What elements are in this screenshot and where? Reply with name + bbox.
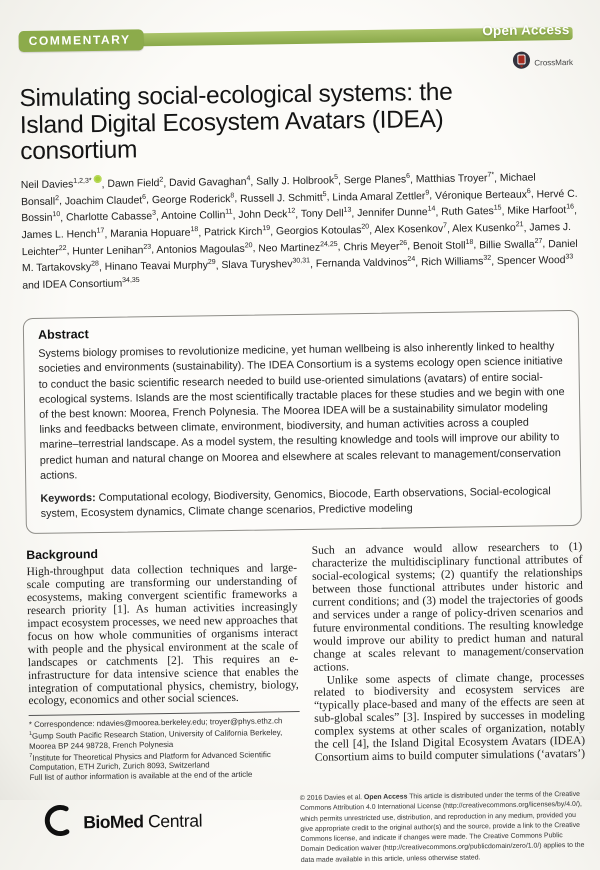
left-column xyxy=(26,546,300,784)
crossmark-logo xyxy=(512,50,573,75)
article-title xyxy=(19,78,576,166)
author: Sally J. Holbrook$^5$ xyxy=(256,173,339,188)
author: Antonios Magoulas$^{20}$ xyxy=(156,241,253,256)
crossmark-label: CrossMark xyxy=(534,57,574,67)
abstract-text: Systems biology promises to revolutionize medicine, yet human wellbeing is also inherently linked to healthy societies and environments (sustainability). The IDEA Consortium is a systems ecology open science initiative to conduct the basic scientific research needed to build use-oriented simulations (avatars) of entire social-ecological systems. Islands are the most scientifically tractable places for these studies and we begin with one of the best known: Moorea, French Polynesia. The Moorea IDEA will be a sustainability simulator modeling links and feedbacks between climate, environment, biodiversity, and human activities across a coupled marine–terrestrial landscape. As a model system, the resulting knowledge and tools will improve our ability to predict human and natural change on Moorea and elsewhere at scales relevant to management/conservation actions. xyxy=(38,340,565,482)
commentary-badge: COMMENTARY xyxy=(18,29,143,52)
author: Jennifer Dunne$^{14}$ xyxy=(357,205,436,220)
author: Hunter Lenihan$^{23}$ xyxy=(72,243,152,258)
author: Spencer Wood$^{33}$ xyxy=(496,253,574,268)
abstract-box xyxy=(23,310,582,534)
footnote-line: $^7$Institute for Theoretical Physics and Platform for Advanced Scientific Computation, ETH Zurich, Zurich 8093, Switzerland xyxy=(29,749,271,773)
author: George Roderick$^8$ xyxy=(151,192,235,206)
author: Linda Amaral Zettler$^9$ xyxy=(332,189,430,204)
background-paragraphs xyxy=(26,562,299,708)
author: Dawn Field$^2$ xyxy=(107,176,164,190)
author: Tony Dell$^{13}$ xyxy=(300,207,352,221)
title-line: Simulating social-ecological systems: the xyxy=(19,78,453,113)
author: Antoine Collin$^{11}$ xyxy=(161,208,233,223)
orcid-icon xyxy=(93,175,101,183)
author: Alex Kosenkov$^7$ xyxy=(374,222,448,236)
author: Serge Planes$^6$ xyxy=(343,172,411,187)
author: Mike Harfoot$^{16}$ xyxy=(507,203,575,218)
crossmark-icon xyxy=(512,51,531,75)
author: Chris Meyer$^{26}$ xyxy=(343,239,408,253)
body-paragraph: Unlike some aspects of climate change, processes related to biodiversity and ecosystem services are “typically place-based and many of the effects are seen at sub-global scales” [3]. Inspired by successes in modeling complex systems at other scales of organization, notably the cell [4], the Island Digital Ecosystem Avatars (IDEA) Consortium aims to build computer simulations (‘avatars’) xyxy=(313,670,586,764)
author: Billie Swalla$^{27}$ xyxy=(479,237,543,251)
footnote-line: $^1$Gump South Pacific Research Station, University of California Berkeley, Moorea BP 244 98728, French Polynesia xyxy=(28,728,283,751)
biomed-circle-icon xyxy=(40,802,77,844)
copyright-text: © 2016 Davies et al. Open Access This article is distributed under the terms of the Creative Commons Attribution 4.0 International License (http://creativecommons.org/licenses/by/4.0/), which permits unrestricted use, distribution, and reproduction in any medium, provided you give appropriate credit to the original author(s) and the source, provide a link to the Creative Commons license, and indicate if changes were made. The Creative Commons Public Domain Dedication waiver (http://creativecommons.org/publicdomain/zero/1.0/) applies to the data made available in this article, unless otherwise stated. xyxy=(299,790,585,864)
abstract-heading: Abstract xyxy=(37,327,89,343)
author: Charlotte Cabasse$^3$ xyxy=(65,209,157,224)
body-columns xyxy=(26,541,585,783)
author: Matthias Troyer$^{7*}$ xyxy=(415,171,495,186)
author: IDEA Consortium$^{34,35}$ xyxy=(42,276,140,291)
author: Michael Bonsall$^2$ xyxy=(20,172,536,208)
author: Marania Hopuare$^{18}$ xyxy=(110,226,199,240)
right-column xyxy=(312,541,586,779)
author: Joachim Claudet$^6$ xyxy=(64,193,147,208)
footnote-lines xyxy=(29,716,300,783)
keywords-label: Keywords: xyxy=(40,492,96,505)
open-access-label: Open Access xyxy=(482,21,570,39)
author: Georgios Kotoulas$^{20}$ xyxy=(275,223,370,238)
author: James L. Hench$^{17}$ xyxy=(21,227,105,242)
title-line: consortium xyxy=(20,136,138,166)
author: Alex Kusenko$^{21}$ xyxy=(452,221,524,235)
author: Neo Martinez$^{24,25}$ xyxy=(258,240,338,255)
author: Slava Turyshev$^{30,31}$ xyxy=(221,257,311,272)
keywords-text: Computational ecology, Biodiversity, Genomics, Biocode, Earth observations, Social-ecological system, Ecosystem dynamics, Climate change scenarios, Predictive modeling xyxy=(40,485,551,521)
footnote-line: Full list of author information is available at the end of the article xyxy=(29,769,253,783)
author: Benoit Stoll$^{18}$ xyxy=(412,238,474,252)
background-paragraph: High-throughput data collection techniques and large-scale computing are transforming our understanding of ecosystems, making convergent scientific frameworks a research priority [1]. As human activities increasingly impact ecosystem processes, we need new approaches that focus on how whole communities of organisms interact with people and the physical environment at the scale of landscapes or catchments [2]. This requires an e-infrastructure for data intensive science that enables the integration of computational physics, chemistry, biology, ecology, economics and other social sciences. xyxy=(26,562,299,708)
author: Daniel M. Tartakovsky$^{28}$ xyxy=(21,238,578,275)
author: Russell J. Schmitt$^5$ xyxy=(240,190,327,205)
author: Ruth Gates$^{15}$ xyxy=(441,204,502,219)
author: Hinano Teavai Murphy$^{29}$ xyxy=(104,259,216,274)
body-paragraph: Such an advance would allow researchers to (1) characterize the multidisciplinary functional attributes of social-ecological systems; (2) quantify the relationships between those functional attributes under historic and current conditions; and (3) model the trajectories of goods and services under a range of policy-driven scenarios and future environmental conditions. The resulting knowledge would improve our ability to predict human and natural change at scales relevant to management/conservation actions. xyxy=(311,541,584,674)
biomed-logo-text: BioMed Central xyxy=(83,810,203,833)
author: John Deck$^{12}$ xyxy=(238,207,296,222)
author: David Gavaghan$^4$ xyxy=(168,175,251,189)
author: Neil Davies$^{1,2,3*}$ xyxy=(21,179,102,191)
author-list: Neil Davies$^{1,2,3*}$ , Dawn Field$^2$, David Gavaghan$^4$, Sally J. Holbrook$^5$, Serge Planes$^6$, Matthias Troyer$^{7*}$, Michael Bonsall$^2$, Joachim Claudet$^6$, George Roderick$^8$, Russell J. Schmitt$^5$, Linda Amaral Zettler$^9$, Véronique Berteaux$^6$, Hervé C. Bossin$^{10}$, Charlotte Cabasse$^3$, Antoine Collin$^{11}$, John Deck$^{12}$, Tony Dell$^{13}$, Jennifer Dunne$^{14}$, Ruth Gates$^{15}$, Mike Harfoot$^{16}$, James L. Hench$^{17}$, Marania Hopuare$^{18}$, Patrick Kirch$^{19}$, Georgios Kotoulas$^{20}$, Alex Kosenkov$^7$, Alex Kusenko$^{21}$, James J. Leichter$^{22}$, Hunter Lenihan$^{23}$, Antonios Magoulas$^{20}$, Neo Martinez$^{24,25}$, Chris Meyer$^{26}$, Benoit Stoll$^{18}$, Billie Swalla$^{27}$, Daniel M. Tartakovsky$^{28}$, Hinano Teavai Murphy$^{29}$, Slava Turyshev$^{30,31}$, Fernanda Valdvinos$^{24}$, Rich Williams$^{32}$, Spencer Wood$^{33}$ and IDEA Consortium$^{34,35}$ xyxy=(20,171,578,292)
footnotes xyxy=(29,711,300,783)
footnote-divider xyxy=(29,711,299,716)
footnote-line: * Correspondence: ndavies@moorea.berkeley.edu; troyer@phys.ethz.ch xyxy=(28,716,283,730)
author: Rich Williams$^{32}$ xyxy=(420,255,492,269)
author: Fernanda Valdvinos$^{24}$ xyxy=(315,256,416,271)
background-heading: Background xyxy=(26,547,99,563)
author: Hervé C. Bossin$^{10}$ xyxy=(21,188,578,225)
page-footer xyxy=(30,788,587,870)
title-line: Island Digital Ecosystem Avatars (IDEA) xyxy=(19,105,444,139)
author: James J. Leichter$^{22}$ xyxy=(21,221,572,258)
keywords xyxy=(40,484,566,522)
author: Véronique Berteaux$^6$ xyxy=(434,187,531,202)
author: Patrick Kirch$^{19}$ xyxy=(203,224,271,239)
